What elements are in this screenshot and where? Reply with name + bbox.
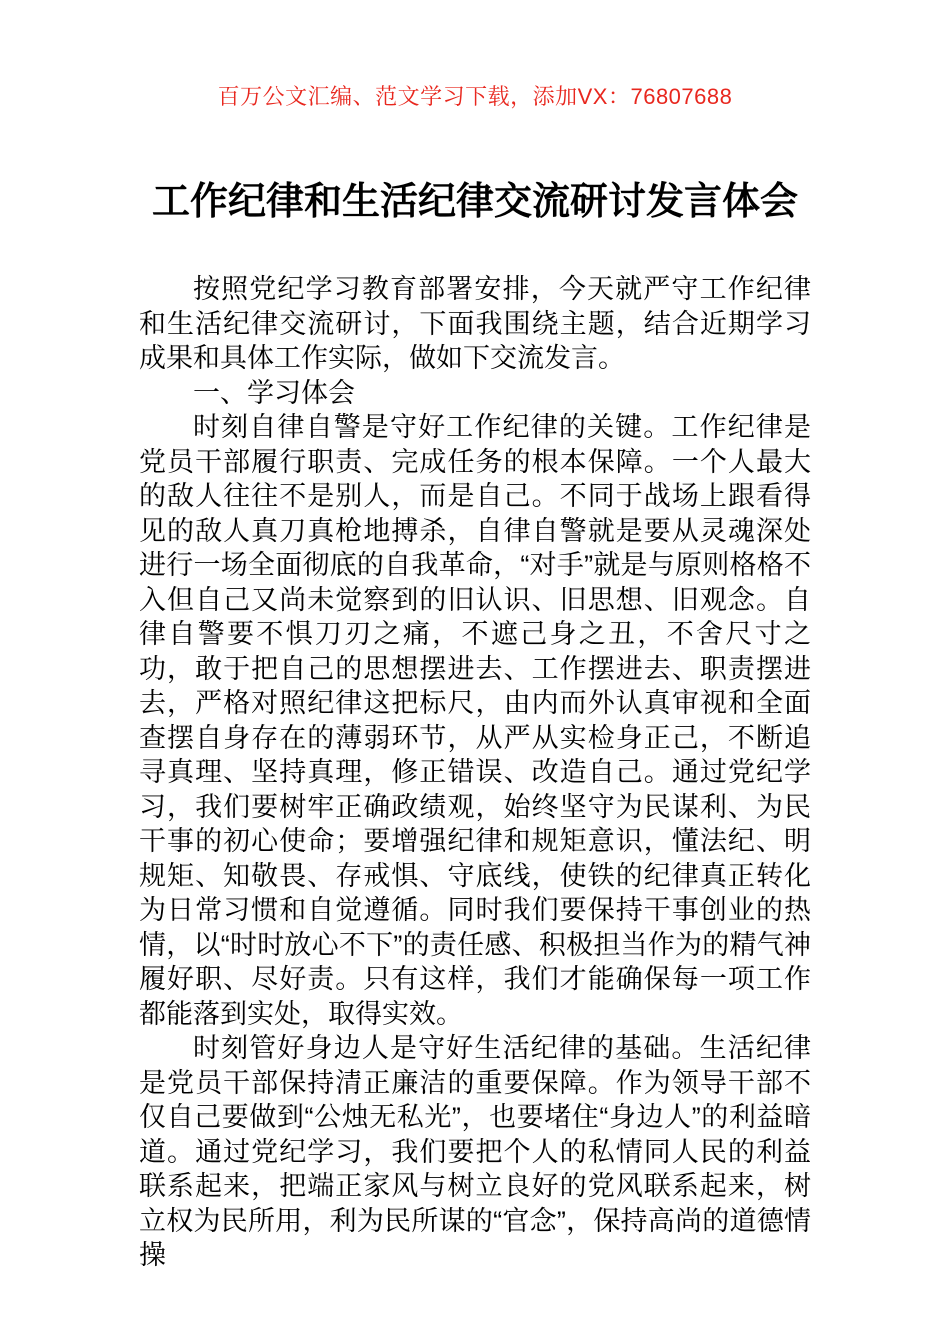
paragraph-work-discipline: 时刻自律自警是守好工作纪律的关键。工作纪律是党员干部履行职责、完成任务的根本保障。一个人最大的敌人往往不是别人，而是自己。不同于战场上跟看得见的敌人真刀真枪地搏杀，自律自警就是要从灵魂深处进行一场全面彻底的自我革命，“对手”就是与原则格格不入但自己又尚未觉察到的旧认识、旧思想、旧观念。自律自警要不惧刀刃之痛，不遮己身之丑，不舍尺寸之功，敢于把自己的思想摆进去、工作摆进去、职责摆进去，严格对照纪律这把标尺，由内而外认真审视和全面查摆自身存在的薄弱环节，从严从实检身正己，不断追寻真理、坚持真理，修正错误、改造自己。通过党纪学习，我们要树牢正确政绩观，始终坚守为民谋利、为民干事的初心使命；要增强纪律和规矩意识，懂法纪、明规矩、知敬畏、存戒惧、守底线，使铁的纪律真正转化为日常习惯和自觉遵循。同时我们要保持干事创业的热情，以“时时放心不下”的责任感、积极担当作为的精气神履好职、尽好责。只有这样，我们才能确保每一项工作都能落到实处，取得实效。 bbox=[139, 412, 811, 1029]
document-body bbox=[139, 272, 811, 1273]
document-title: 工作纪律和生活纪律交流研讨发言体会 bbox=[151, 181, 798, 223]
paragraph-life-discipline: 时刻管好身边人是守好生活纪律的基础。生活纪律是党员干部保持清正廉洁的重要保障。作为领导干部不仅自己要做到“公烛无私光”，也要堵住“身边人”的利益暗道。通过党纪学习，我们要把个人的私情同人民的利益联系起来，把端正家风与树立良好的党风联系起来，树立权为民所用，利为民所谋的“官念”，保持高尚的道德情操 bbox=[139, 1033, 811, 1270]
watermark-notice: 百万公文汇编、范文学习下载，添加VX：76807688 bbox=[217, 84, 733, 109]
paragraph-intro: 按照党纪学习教育部署安排，今天就严守工作纪律和生活纪律交流研讨，下面我围绕主题，结合近期学习成果和具体工作实际，做如下交流发言。 bbox=[139, 274, 811, 373]
section-heading-study-experience: 一、学习体会 bbox=[193, 377, 355, 408]
